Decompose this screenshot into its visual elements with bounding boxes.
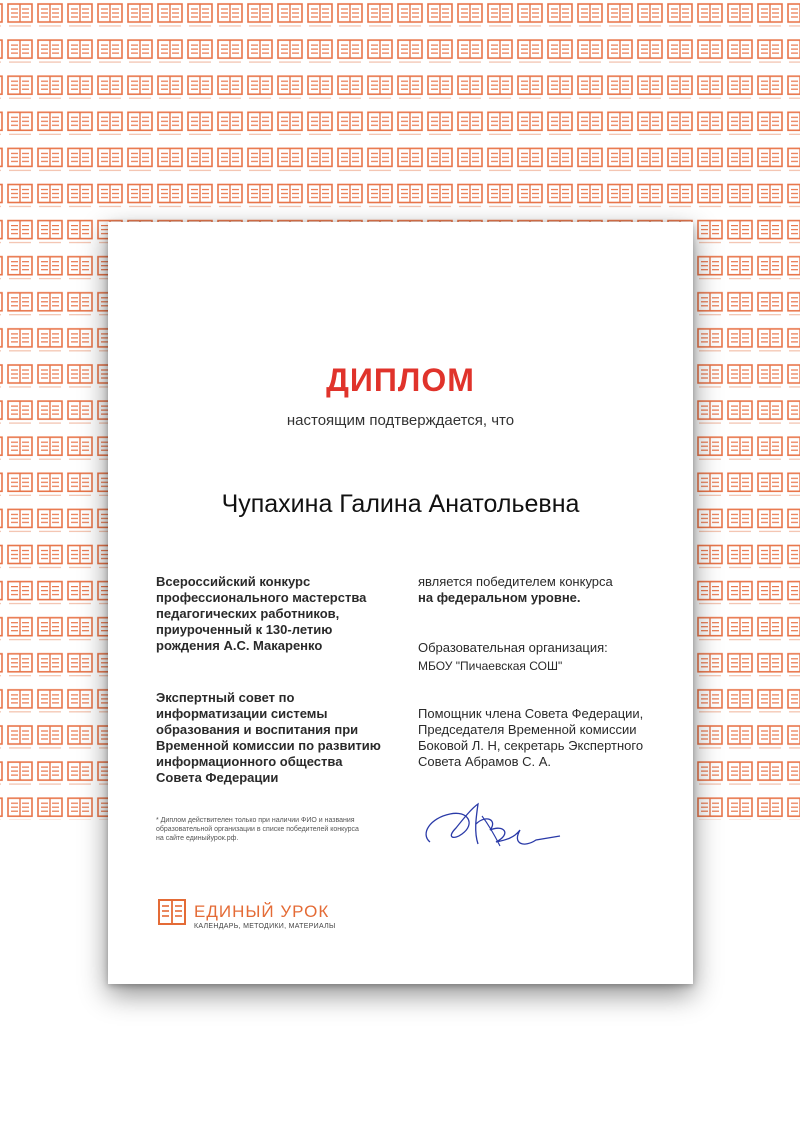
logo-subtitle: КАЛЕНДАРЬ, МЕТОДИКИ, МАТЕРИАЛЫ (194, 923, 336, 930)
organization-name: МБОУ "Пичаевская СОШ" (418, 659, 563, 673)
logo-title: ЕДИНЫЙ УРОК (194, 902, 330, 921)
expert-council: Экспертный совет по информатизации системы образования и воспитания при Временной комиссии по развитию информационного общества Совета Федерации (156, 690, 381, 785)
diploma-title: ДИПЛОМ (326, 362, 475, 398)
diploma-subtitle: настоящим подтверждается, что (286, 412, 515, 429)
book-logo-icon (158, 898, 186, 928)
signature (416, 794, 566, 854)
diploma-sheet (108, 222, 693, 984)
organization (418, 640, 668, 674)
signers: Помощник члена Совета Федерации, Председателя Временной комиссии Боковой Л. Н, секретарь Экспертного Совета Абрамов С. А. (418, 706, 644, 769)
validity-footnote: * Диплом действителен только при наличии ФИО и названия образовательной организации в списке победителей конкурса на сайте единыйурок.рф. (156, 817, 359, 842)
winner-statement: является победителем конкурса на федеральном уровне. (418, 574, 613, 605)
organization-label: Образовательная организация: (418, 640, 608, 655)
contest-description: Всероссийский конкурс профессионального мастерства педагогических работников, приуроченный к 130-летию рождения А.С. Макаренко (156, 574, 367, 653)
recipient-name: Чупахина Галина Анатольевна (221, 490, 580, 518)
